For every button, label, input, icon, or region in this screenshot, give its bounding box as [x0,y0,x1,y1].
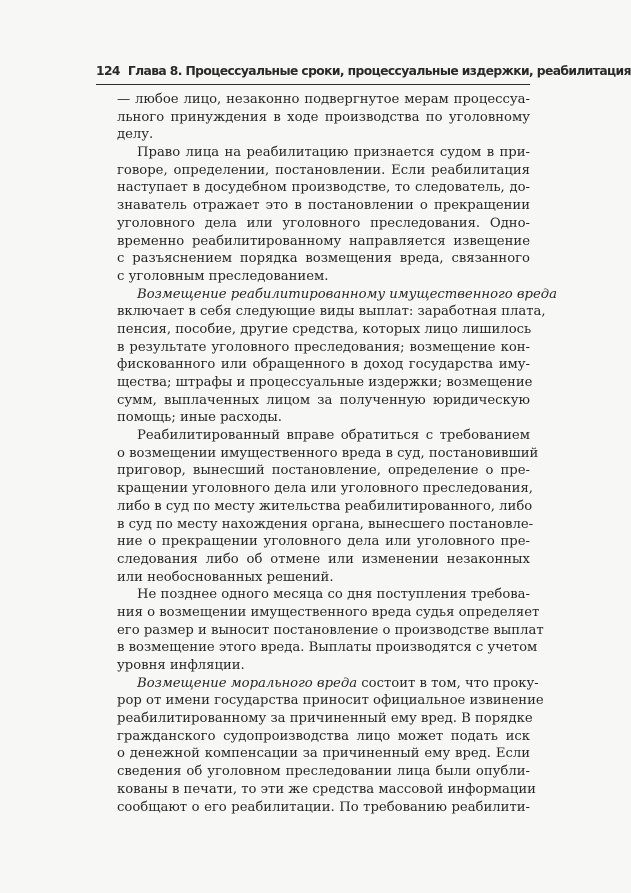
text-run: следования либо об отмене или изменении незаконных [117,551,530,567]
text-line [117,692,544,710]
text-run: помощь; иные расходы. [117,410,282,426]
text-line [117,657,530,675]
text-line [117,498,533,516]
text-line [117,763,530,781]
text-line [117,215,530,233]
text-run: наступает в досудебном производстве, то следователь, до- [117,180,530,196]
text-line [117,356,530,374]
text-line [117,303,546,321]
text-run: сумм, выплаченных лицом за полученную юридическую [117,392,530,408]
text-run: приговор, вынесший постановление, определение о пре- [117,463,530,479]
text-line [117,710,533,728]
text-run: временно реабилитированному направляется извещение [117,233,530,249]
text-line [117,109,530,127]
text-line [117,286,557,304]
text-line [117,462,530,480]
text-line [117,268,530,286]
text-line [117,339,530,357]
text-run: ния о возмещении имущественного вреда судья определяет [117,604,540,620]
text-run: либо в суд по месту жительства реабилитированного, либо [117,498,533,514]
text-line [117,445,539,463]
text-run: делу. [117,127,154,143]
text-run: уровня инфляции. [117,658,245,673]
text-run: его размер и выносит постановление о производстве выплат [117,622,544,638]
text-run: гражданского судопроизводства лицо может подать иск [117,728,530,744]
paragraph [117,286,557,428]
text-run: пенсия, пособие, другие средства, которых лицо лишилось [117,321,532,337]
text-run: или необоснованных решений. [117,569,334,585]
text-run: состоит в том, что проку- [357,675,539,691]
text-run: включает в себя следующие виды выплат: заработная плата, [117,304,546,320]
text-line [117,250,530,268]
running-title: Глава 8. Процессуальные сроки, процессуальные издержки, реабилитация [127,64,631,78]
text-run: фискованного или обращенного в доход государства иму- [117,357,530,373]
text-run: кращении уголовного дела или уголовного преследования, [117,481,533,497]
text-line [117,179,530,197]
text-run: Право лица на реабилитацию признается судом в при- [137,145,530,161]
text-line [117,321,530,339]
text-run: в суд по месту нахождения органа, вынесшего постановле- [117,516,534,532]
paragraph [117,427,539,586]
text-run: в возмещение этого вреда. Выплаты производятся с учетом [117,640,538,656]
text-line [117,91,530,109]
text-run: льного принуждения в ходе производства по уголовному [117,109,530,125]
text-run: реабилитированному за причиненный ему вред. В порядке [117,711,533,727]
paragraph [117,144,530,286]
text-line [117,162,530,180]
text-line [117,675,539,693]
text-line [117,551,530,569]
text-line [117,126,530,144]
text-line [117,639,538,657]
text-line [117,745,530,763]
text-line [117,799,530,817]
text-line [117,197,530,215]
text-line [117,569,530,587]
header-rule [96,84,530,85]
text-line [117,728,530,746]
paragraph [117,586,544,674]
text-run: уголовного дела или уголовного преследования. Одно- [117,215,530,231]
text-line [117,480,533,498]
page-number: 124 [96,64,120,78]
running-header [96,64,631,78]
text-line [117,604,540,622]
text-run: в результате уголовного преследования; возмещение кон- [117,339,530,355]
text-run: Реабилитированный вправе обратиться с требованием [137,428,530,444]
text-run: говоре, определении, постановлении. Если реабилитация [117,162,530,178]
italic-term: Возмещение реабилитированному имущественного вреда [137,286,557,302]
text-line [117,586,530,604]
paragraph [117,91,530,144]
text-line [117,409,530,427]
body-text [117,91,557,816]
text-run: сведения об уголовном преследовании лица были опубли- [117,764,530,780]
text-run: о денежной компенсации за причиненный ему вред. Если [117,746,530,762]
text-run: кованы в печати, то эти же средства массовой информации [117,781,536,797]
text-run: сообщают о его реабилитации. По требованию реабилити- [117,799,530,815]
text-line [117,781,536,799]
text-line [117,233,530,251]
text-run: Не позднее одного месяца со дня поступления требова- [137,587,530,603]
italic-term: Возмещение морального вреда [137,675,358,691]
text-run: с разъяснением порядка возмещения вреда, связанного [117,251,530,267]
text-line [117,392,530,410]
text-run: знаватель отражает это в постановлении о прекращении [117,198,530,214]
text-line [117,622,544,640]
text-line [117,374,533,392]
text-line [117,427,530,445]
text-line [117,516,534,534]
text-run: щества; штрафы и процессуальные издержки; возмещение [117,375,533,390]
text-run: — любое лицо, незаконно подвергнутое мерам процессуа- [117,92,530,107]
text-run: с уголовным преследованием. [117,268,329,284]
text-run: ние о прекращении уголовного дела или уголовного пре- [117,534,530,550]
text-run: о возмещении имущественного вреда в суд, постановивший [117,445,539,461]
paragraph [117,675,544,817]
text-line [117,144,530,162]
text-run: рор от имени государства приносит официальное извинение [117,693,544,709]
text-line [117,533,530,551]
